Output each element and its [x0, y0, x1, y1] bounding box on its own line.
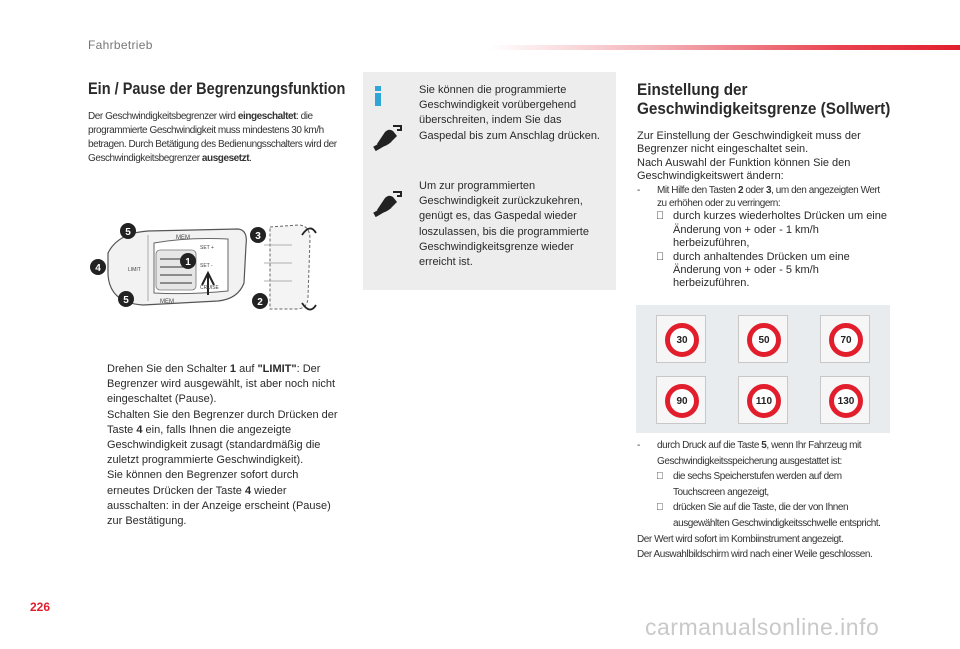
speed-sign-card	[738, 315, 788, 363]
stalk-label: LIMIT	[128, 267, 141, 273]
list-item	[88, 408, 338, 469]
header-accent-bar	[490, 45, 960, 50]
list-item	[637, 184, 889, 211]
callout-4: 4	[95, 263, 101, 274]
speed-sign-card	[820, 376, 870, 424]
list-bold: "LIMIT"	[257, 363, 297, 375]
speed-sign-card	[820, 315, 870, 363]
setting-instructions	[637, 130, 889, 291]
list-text: drücken Sie auf die Taste, die der von Ihnen ausgewählten Geschwindigkeitsschwelle entspricht.	[673, 502, 881, 529]
speed-limit-sign: 90	[665, 384, 699, 418]
list-item	[637, 210, 889, 250]
list-bold: 4	[244, 484, 252, 497]
list-text: auf	[236, 363, 258, 375]
paragraph: Nach Auswahl der Funktion können Sie den Geschwindigkeitswert ändern:	[637, 156, 851, 183]
speed-sign-card	[656, 376, 706, 424]
list-text: durch kurzes wiederholtes Drücken um eine Änderung von + oder - 1 km/h herbeizuführen,	[673, 210, 887, 250]
speed-limit-sign: 130	[829, 384, 863, 418]
watermark: carmanualsonline.info	[645, 614, 880, 640]
arrow-bullet-icon	[656, 500, 663, 516]
list-bold: 4	[136, 423, 143, 436]
arrow-bullet-icon	[656, 210, 664, 223]
stalk-label: CRUISE	[200, 285, 219, 291]
list-item	[637, 251, 889, 291]
intro-text: .	[249, 153, 252, 164]
intro-bold: ausgesetzt	[201, 153, 250, 164]
list-text: : Der Begrenzer wird ausgewählt, ist aber noch nicht eingeschaltet (Pause).	[107, 363, 336, 406]
arrow-bullet-icon	[656, 251, 664, 264]
control-stalk-illustration	[88, 215, 356, 325]
paragraph: Der Auswahlbildschirm wird nach einer Weile geschlossen.	[637, 549, 873, 561]
section-label: Fahrbetrieb	[88, 38, 153, 52]
callout-2: 2	[257, 297, 263, 308]
list-text: durch anhaltendes Drücken um eine Änderung von + oder - 5 km/h herbeizuführen.	[673, 250, 850, 290]
dash-bullet: -	[637, 440, 640, 451]
intro-text: Der Geschwindigkeitsbegrenzer wird	[88, 111, 238, 122]
list-bold: 2	[737, 184, 744, 196]
callout-1: 1	[185, 257, 191, 268]
section-heading-left: Ein / Pause der Begrenzungsfunktion	[88, 80, 346, 98]
speed-limit-sign: 50	[747, 323, 781, 357]
list-bold: 1	[229, 363, 237, 375]
list-item	[637, 438, 893, 469]
info-icon	[371, 86, 385, 106]
section-heading-right: Einstellung der Geschwindigkeitsgrenze (Sollwert)	[637, 80, 891, 118]
list-text: durch Druck auf die Taste	[657, 440, 762, 451]
callout-5: 5	[125, 227, 131, 238]
info-paragraph-1: Sie können die programmierte Geschwindigkeit vorübergehend überschreiten, indem Sie das Gaspedal bis zum Anschlag drücken.	[419, 84, 600, 142]
list-item	[637, 500, 893, 531]
memory-instructions	[637, 438, 893, 563]
list-bold: 3	[765, 184, 772, 196]
stalk-label: MEM	[176, 235, 190, 241]
paragraph: Zur Einstellung der Geschwindigkeit muss der Begrenzer nicht eingeschaltet sein.	[637, 130, 861, 156]
speed-limit-sign: 110	[747, 384, 781, 418]
list-text: Mit Hilfe den Tasten	[657, 184, 738, 196]
callout-5: 5	[123, 295, 129, 306]
page-number: 226	[30, 600, 51, 614]
list-text: ein, falls Ihnen die angezeigte Geschwindigkeit zusagt (standardmäßig die zuletzt programmierte Geschwindigkeit).	[107, 423, 321, 467]
list-item	[637, 469, 893, 500]
list-text: die sechs Speicherstufen werden auf dem Touchscreen angezeigt,	[673, 471, 842, 498]
paragraph: Der Wert wird sofort im Kombiinstrument angezeigt.	[637, 533, 844, 545]
list-item	[88, 468, 338, 529]
speed-sign-card	[738, 376, 788, 424]
stalk-label: MEM	[160, 299, 174, 305]
intro-text: : die programmierte Geschwindigkeit muss mindestens 30 km/h betragen. Durch Betätigung des Bedienungsschalters wird der Geschwindigkeitsbegrenzer	[88, 111, 337, 164]
callout-3: 3	[255, 231, 261, 242]
arrow-bullet-icon	[656, 469, 663, 485]
intro-paragraph	[88, 110, 358, 166]
list-bold: 5	[761, 440, 767, 451]
info-paragraph-2: Um zur programmierten Geschwindigkeit zurückzukehren, genügt es, das Gaspedal wieder loszulassen, bis die programmierte Geschwindigkeitsgrenze wieder erreicht ist.	[419, 180, 589, 269]
list-text: Schalten Sie den Begrenzer durch Drücken der Taste	[107, 408, 338, 436]
intro-bold: eingeschaltet	[237, 111, 296, 122]
speed-limit-signs-panel	[636, 305, 890, 433]
stalk-label: SET -	[200, 263, 213, 269]
list-text: Sie können den Begrenzer sofort durch erneutes Drücken der Taste	[107, 469, 299, 497]
speed-limit-sign: 70	[829, 323, 863, 357]
list-text: Drehen Sie den Schalter	[107, 363, 230, 375]
stalk-label: SET +	[200, 245, 214, 251]
list-text: , um den angezeigten Wert zu erhöhen oder zu verringern:	[657, 184, 880, 210]
list-text: , wenn Ihr Fahrzeug mit Geschwindigkeitsspeicherung ausgestattet ist:	[657, 440, 862, 467]
list-text: wieder ausschalten: in der Anzeige erscheint (Pause) zur Bestätigung.	[107, 484, 331, 528]
list-text: oder	[743, 184, 766, 196]
speed-sign-card	[656, 315, 706, 363]
foot-pedal-icon	[371, 188, 405, 218]
dash-bullet: -	[637, 184, 640, 196]
instructions-list	[88, 362, 338, 529]
foot-pedal-icon	[371, 122, 405, 152]
list-item	[88, 362, 338, 408]
speed-limit-sign: 30	[665, 323, 699, 357]
